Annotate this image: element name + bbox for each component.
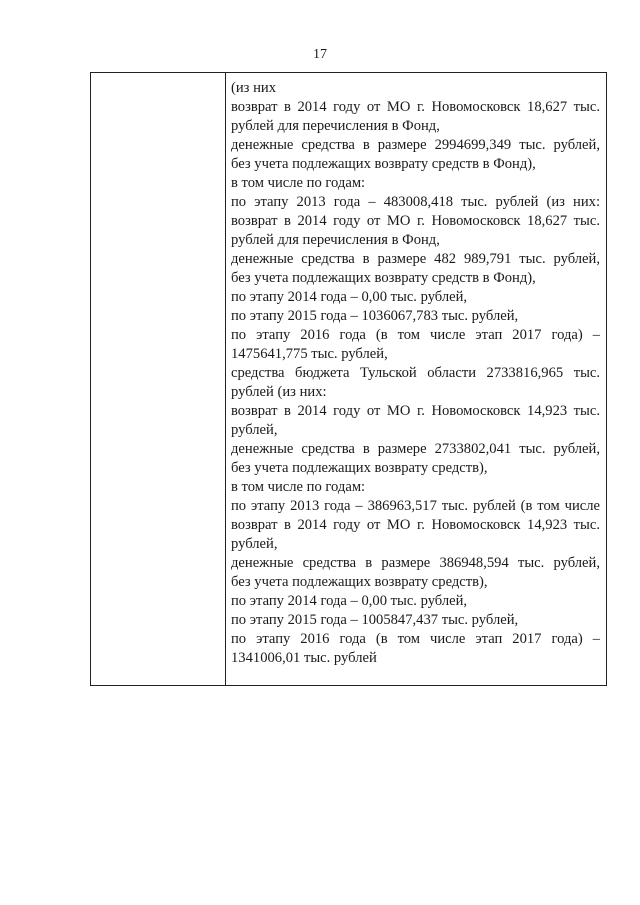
text-line: денежные средства в размере 482 989,791 тыс. рублей,: [231, 251, 600, 267]
text-line: 1341006,01 тыс. рублей: [231, 650, 377, 666]
table-right-cell: [226, 73, 606, 685]
text-line: возврат в 2014 году от МО г. Новомосковск 18,627 тыс.: [231, 99, 600, 115]
text-line: (из них: [231, 80, 276, 96]
text-line: по этапу 2016 года (в том числе этап 2017 года) –: [231, 631, 600, 647]
text-line: денежные средства в размере 2994699,349 тыс. рублей,: [231, 137, 600, 153]
document-table: [90, 72, 607, 686]
text-line: возврат в 2014 году от МО г. Новомосковск 14,923 тыс.: [231, 403, 600, 419]
text-line: по этапу 2015 года – 1036067,783 тыс. рублей,: [231, 308, 519, 324]
text-line: возврат в 2014 году от МО г. Новомосковск 14,923 тыс.: [231, 517, 600, 533]
text-line: по этапу 2013 года – 483008,418 тыс. рублей (из них:: [231, 194, 600, 210]
text-line: 1475641,775 тыс. рублей,: [231, 346, 388, 362]
text-line: по этапу 2016 года (в том числе этап 2017 года) –: [231, 327, 600, 343]
text-line: рублей для перечисления в Фонд,: [231, 118, 440, 134]
text-line: денежные средства в размере 2733802,041 тыс. рублей,: [231, 441, 600, 457]
text-line: рублей,: [231, 422, 278, 438]
text-line: по этапу 2013 года – 386963,517 тыс. рублей (в том числе: [231, 498, 600, 514]
text-line: рублей (из них:: [231, 384, 327, 400]
text-line: без учета подлежащих возврату средств в Фонд),: [231, 270, 536, 286]
text-line: в том числе по годам:: [231, 479, 366, 495]
text-line: рублей,: [231, 536, 278, 552]
text-line: возврат в 2014 году от МО г. Новомосковск 18,627 тыс.: [231, 213, 600, 229]
text-line: по этапу 2014 года – 0,00 тыс. рублей,: [231, 593, 468, 609]
text-line: рублей для перечисления в Фонд,: [231, 232, 440, 248]
table-left-cell: [91, 73, 226, 685]
text-line: без учета подлежащих возврату средств в Фонд),: [231, 156, 536, 172]
text-line: денежные средства в размере 386948,594 тыс. рублей,: [231, 555, 600, 571]
text-line: средства бюджета Тульской области 2733816,965 тыс.: [231, 365, 600, 381]
text-line: без учета подлежащих возврату средств),: [231, 574, 488, 590]
text-line: в том числе по годам:: [231, 175, 366, 191]
text-line: по этапу 2014 года – 0,00 тыс. рублей,: [231, 289, 468, 305]
text-line: по этапу 2015 года – 1005847,437 тыс. рублей,: [231, 612, 519, 628]
text-line: без учета подлежащих возврату средств),: [231, 460, 488, 476]
page-number: 17: [313, 47, 327, 62]
